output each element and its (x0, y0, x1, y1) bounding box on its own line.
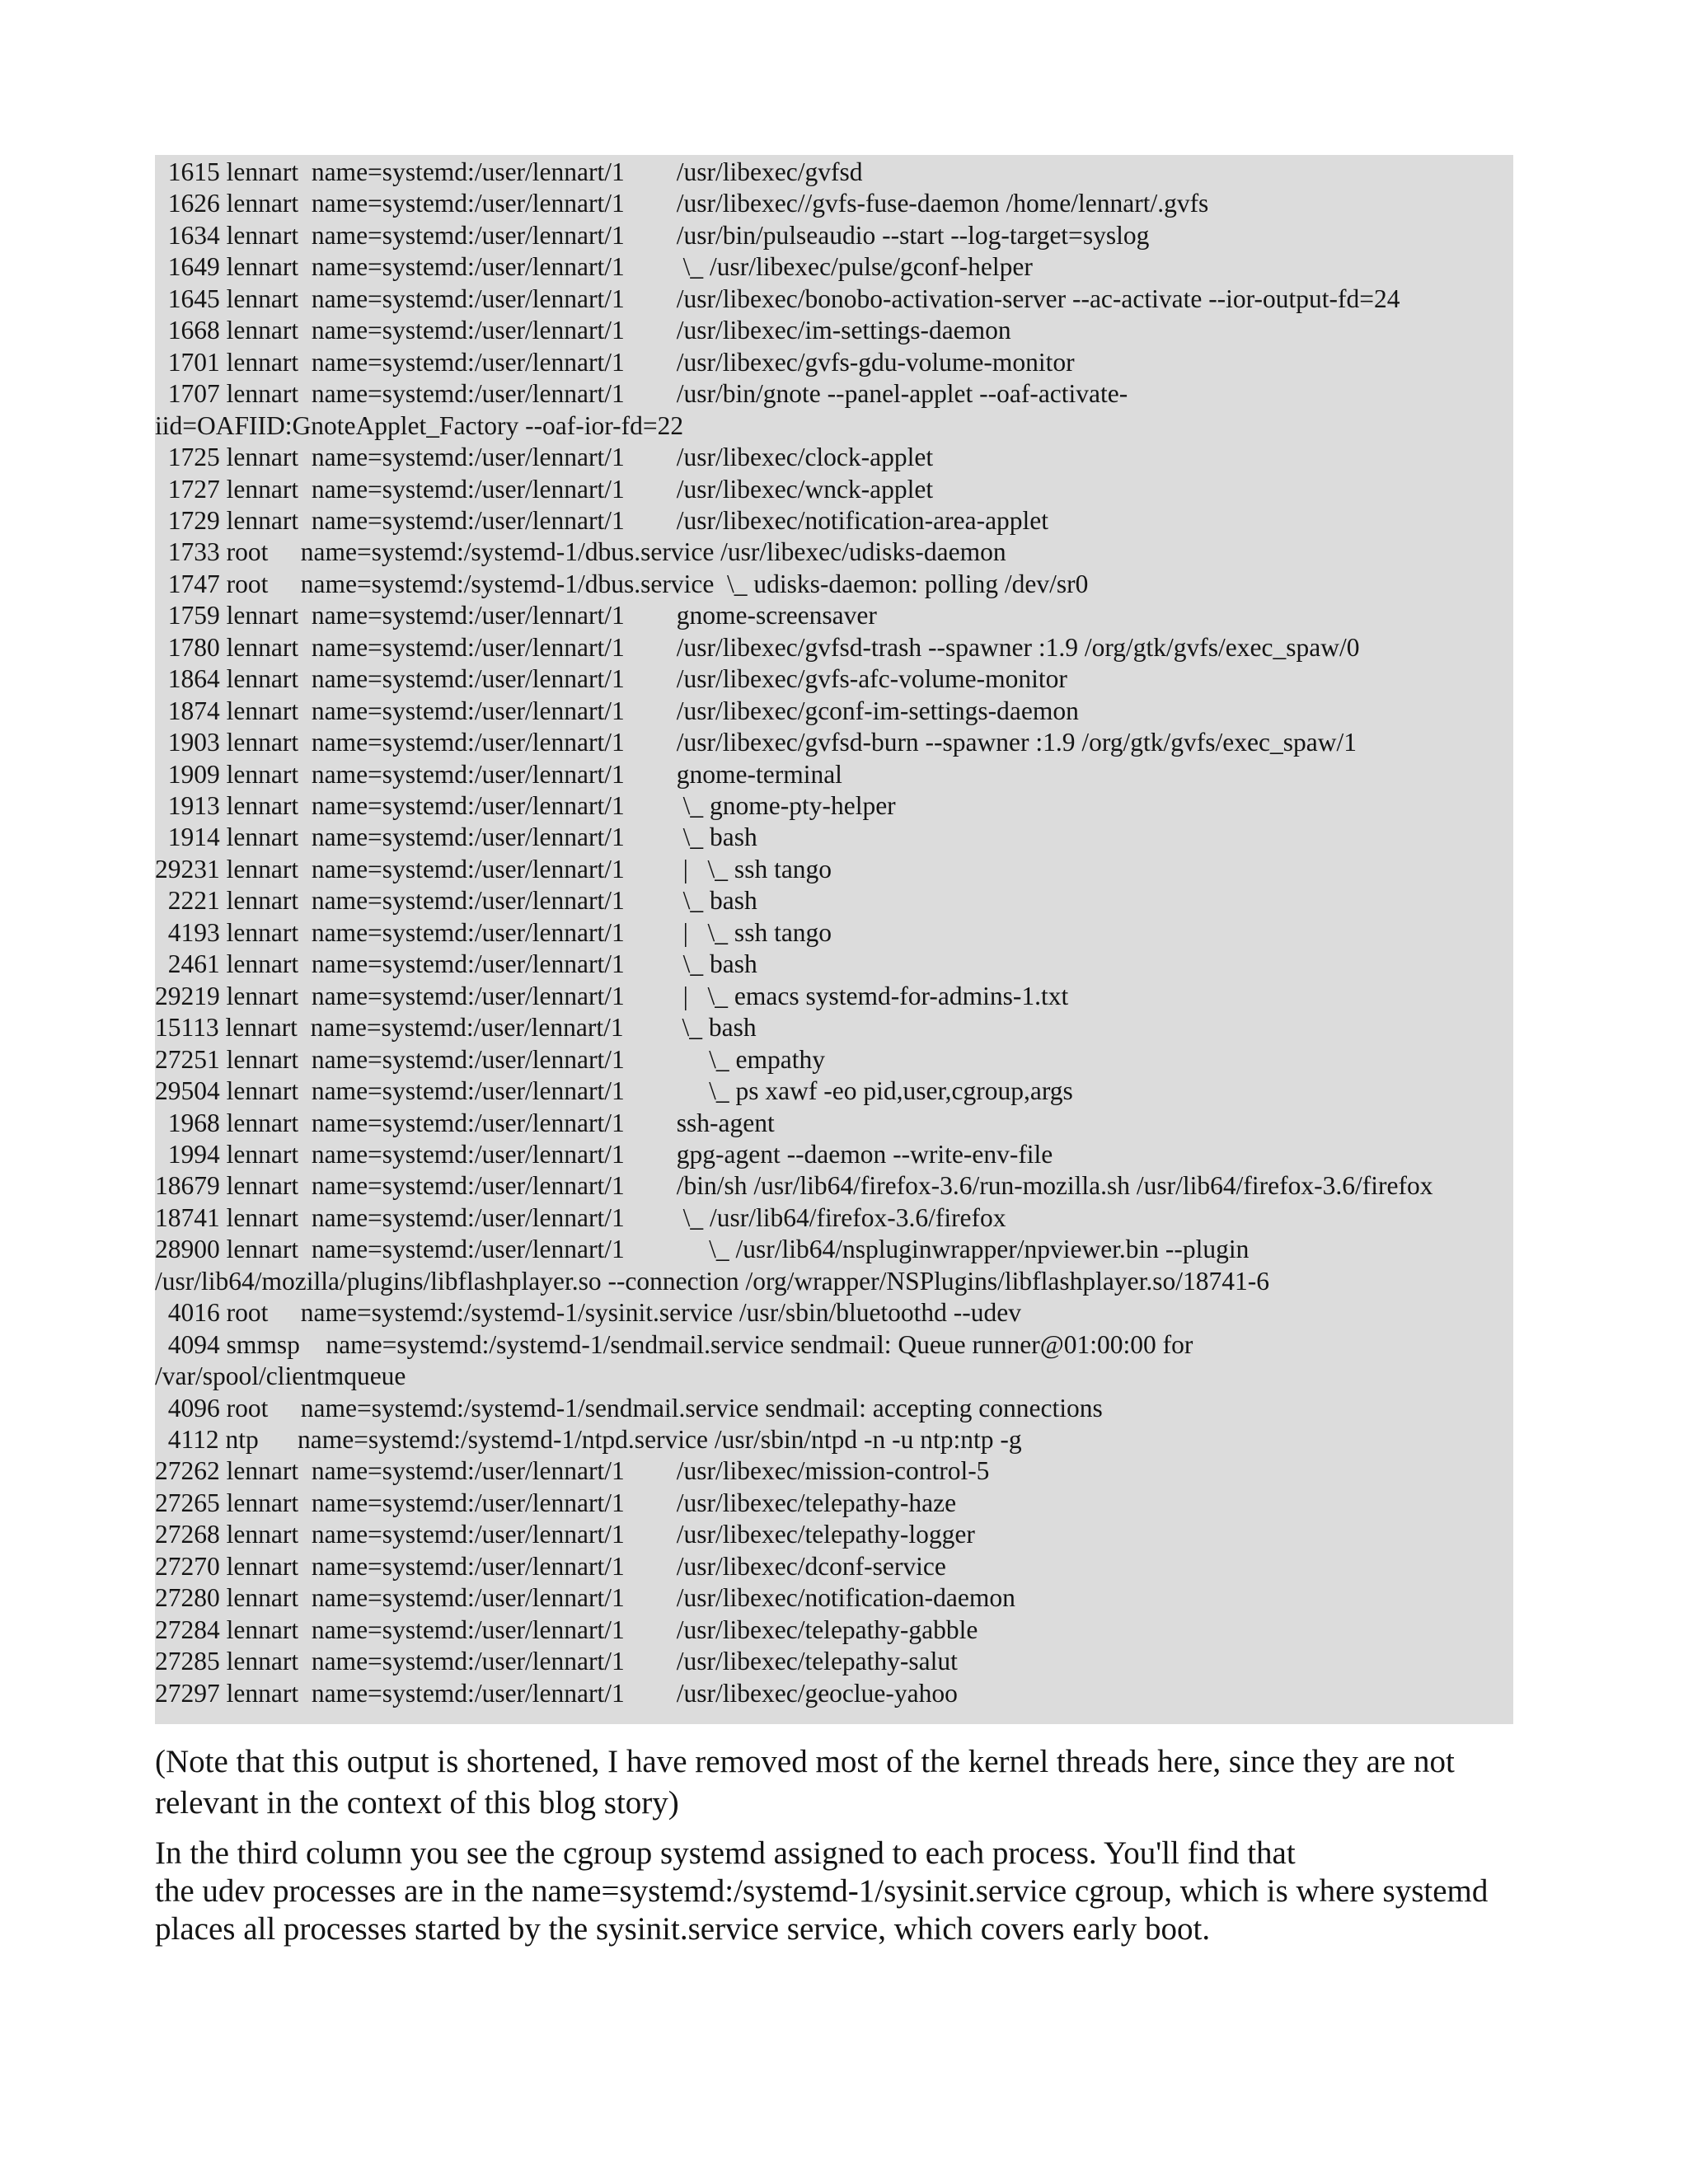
process-row: 1909 lennart name=systemd:/user/lennart/1 gnome-terminal (155, 759, 842, 789)
process-row: iid=OAFIID:GnoteApplet_Factory --oaf-ior-fd=22 (155, 410, 684, 440)
process-row: 29219 lennart name=systemd:/user/lennart/1 | \_ emacs systemd-for-admins-1.txt (155, 981, 1069, 1010)
process-row: 27251 lennart name=systemd:/user/lennart/1 \_ empathy (155, 1044, 825, 1074)
process-row: 1649 lennart name=systemd:/user/lennart/1 \_ /usr/libexec/pulse/gconf-helper (155, 252, 1033, 282)
process-row: 1701 lennart name=systemd:/user/lennart/1 /usr/libexec/gvfs-gdu-volume-monitor (155, 347, 1075, 377)
process-row: 18741 lennart name=systemd:/user/lennart/1 \_ /usr/lib64/firefox-3.6/firefox (155, 1202, 1006, 1232)
process-row: 4193 lennart name=systemd:/user/lennart/1 | \_ ssh tango (155, 917, 832, 947)
process-row: 1914 lennart name=systemd:/user/lennart/1 \_ bash (155, 823, 757, 852)
process-row: 1725 lennart name=systemd:/user/lennart/1 /usr/libexec/clock-applet (155, 443, 934, 472)
process-row: 1913 lennart name=systemd:/user/lennart/1 \_ gnome-pty-helper (155, 791, 896, 820)
process-row: 27265 lennart name=systemd:/user/lennart/1 /usr/libexec/telepathy-haze (155, 1488, 957, 1517)
process-row: 1874 lennart name=systemd:/user/lennart/1 /usr/libexec/gconf-im-settings-daemon (155, 696, 1079, 725)
process-row: 2461 lennart name=systemd:/user/lennart/1 \_ bash (155, 949, 757, 979)
process-row: /var/spool/clientmqueue (155, 1361, 406, 1391)
process-row: 1968 lennart name=systemd:/user/lennart/1 ssh-agent (155, 1108, 775, 1137)
body-text-line: the udev processes are in the name=systemd:/systemd-1/sysinit.service cgroup, which is where systemd (155, 1873, 1489, 1909)
process-row: 27284 lennart name=systemd:/user/lennart/1 /usr/libexec/telepathy-gabble (155, 1615, 978, 1644)
process-row: 18679 lennart name=systemd:/user/lennart/1 /bin/sh /usr/lib64/firefox-3.6/run-mozilla.sh /usr/lib64/firefox-3.6/firefox (155, 1171, 1433, 1201)
note-text-line: (Note that this output is shortened, I have removed most of the kernel threads here, since they are not (155, 1744, 1455, 1779)
process-row: 4112 ntp name=systemd:/systemd-1/ntpd.service /usr/sbin/ntpd -n -u ntp:ntp -g (155, 1425, 1022, 1454)
process-row: 1729 lennart name=systemd:/user/lennart/1 /usr/libexec/notification-area-applet (155, 505, 1049, 535)
process-row: 1747 root name=systemd:/systemd-1/dbus.service \_ udisks-daemon: polling /dev/sr0 (155, 569, 1089, 598)
process-row: 1994 lennart name=systemd:/user/lennart/1 gpg-agent --daemon --write-env-file (155, 1139, 1053, 1169)
process-row: 4096 root name=systemd:/systemd-1/sendmail.service sendmail: accepting connections (155, 1393, 1103, 1422)
process-row: 1668 lennart name=systemd:/user/lennart/1 /usr/libexec/im-settings-daemon (155, 316, 1011, 345)
process-row: 1903 lennart name=systemd:/user/lennart/1 /usr/libexec/gvfsd-burn --spawner :1.9 /org/gtk/gvfs/exec_spaw/1 (155, 728, 1357, 757)
process-row: 28900 lennart name=systemd:/user/lennart/1 \_ /usr/lib64/nspluginwrapper/npviewer.bin --plugin (155, 1235, 1250, 1264)
body-text-line: places all processes started by the sysinit.service service, which covers early boot. (155, 1911, 1211, 1947)
process-row: 1759 lennart name=systemd:/user/lennart/1 gnome-screensaver (155, 601, 877, 630)
process-list-code-block (155, 155, 1513, 1724)
process-row: 29231 lennart name=systemd:/user/lennart/1 | \_ ssh tango (155, 854, 832, 883)
process-row: 27280 lennart name=systemd:/user/lennart/1 /usr/libexec/notification-daemon (155, 1583, 1015, 1613)
process-row: 27285 lennart name=systemd:/user/lennart/1 /usr/libexec/telepathy-salut (155, 1647, 958, 1676)
process-row: 1864 lennart name=systemd:/user/lennart/1 /usr/libexec/gvfs-afc-volume-monitor (155, 664, 1067, 694)
process-row: 1634 lennart name=systemd:/user/lennart/1 /usr/bin/pulseaudio --start --log-target=syslog (155, 220, 1150, 250)
process-row: 27297 lennart name=systemd:/user/lennart/1 /usr/libexec/geoclue-yahoo (155, 1678, 958, 1708)
process-row: /usr/lib64/mozilla/plugins/libflashplayer.so --connection /org/wrapper/NSPlugins/libflashplayer.so/18741-6 (155, 1266, 1269, 1296)
process-row: 2221 lennart name=systemd:/user/lennart/1 \_ bash (155, 886, 757, 916)
process-row: 1733 root name=systemd:/systemd-1/dbus.service /usr/libexec/udisks-daemon (155, 537, 1006, 567)
process-row: 27268 lennart name=systemd:/user/lennart/1 /usr/libexec/telepathy-logger (155, 1520, 975, 1549)
process-row: 1780 lennart name=systemd:/user/lennart/1 /usr/libexec/gvfsd-trash --spawner :1.9 /org/gtk/gvfs/exec_spaw/0 (155, 632, 1360, 662)
process-row: 1707 lennart name=systemd:/user/lennart/1 /usr/bin/gnote --panel-applet --oaf-activate- (155, 379, 1128, 409)
process-row: 29504 lennart name=systemd:/user/lennart/1 \_ ps xawf -eo pid,user,cgroup,args (155, 1076, 1073, 1106)
process-row: 27262 lennart name=systemd:/user/lennart/1 /usr/libexec/mission-control-5 (155, 1456, 990, 1486)
body-text-line: In the third column you see the cgroup systemd assigned to each process. You'll find that (155, 1835, 1296, 1871)
process-row: 1626 lennart name=systemd:/user/lennart/1 /usr/libexec//gvfs-fuse-daemon /home/lennart/.gvfs (155, 189, 1209, 218)
process-row: 4016 root name=systemd:/systemd-1/sysinit.service /usr/sbin/bluetoothd --udev (155, 1298, 1022, 1328)
process-row: 1727 lennart name=systemd:/user/lennart/1 /usr/libexec/wnck-applet (155, 474, 934, 504)
process-row: 1645 lennart name=systemd:/user/lennart/1 /usr/libexec/bonobo-activation-server --ac-activate --ior-output-fd=24 (155, 284, 1400, 313)
process-row: 1615 lennart name=systemd:/user/lennart/1 /usr/libexec/gvfsd (155, 157, 863, 186)
process-row: 4094 smmsp name=systemd:/systemd-1/sendmail.service sendmail: Queue runner@01:00:00 for (155, 1329, 1193, 1359)
note-text-line: relevant in the context of this blog story) (155, 1785, 679, 1821)
process-row: 15113 lennart name=systemd:/user/lennart/1 \_ bash (155, 1013, 757, 1043)
process-row: 27270 lennart name=systemd:/user/lennart/1 /usr/libexec/dconf-service (155, 1551, 946, 1581)
